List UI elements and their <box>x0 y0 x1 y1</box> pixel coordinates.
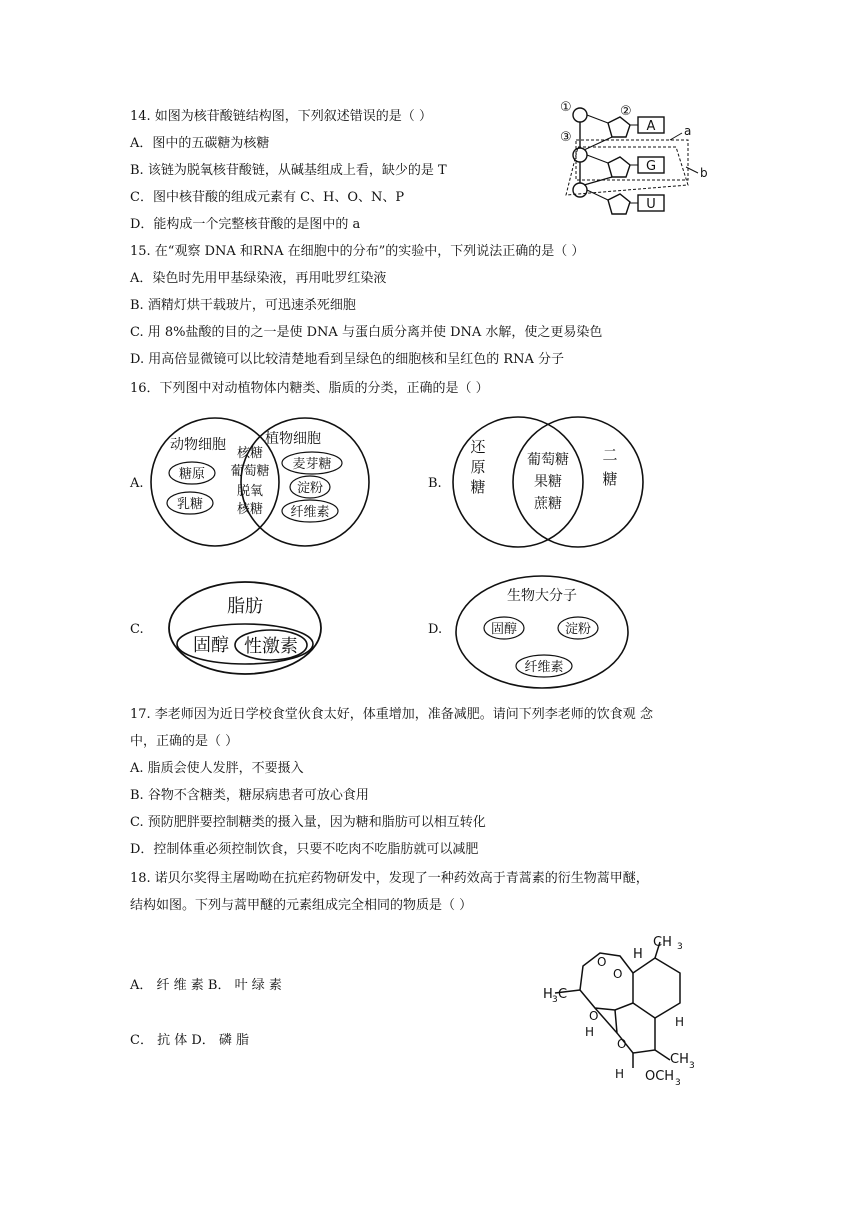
svg-text:脂肪: 脂肪 <box>227 596 263 617</box>
q15-stem: 15. 在“观察 DNA 和RNA 在细胞中的分布”的实验中，下列说法正确的是（ ） <box>130 244 585 259</box>
svg-text:淀粉: 淀粉 <box>564 622 592 637</box>
svg-text:糖: 糖 <box>470 478 486 496</box>
svg-text:U: U <box>646 197 656 212</box>
q14-stem: 14. 如图为核苷酸链结构图，下列叙述错误的是（ ） <box>130 109 432 124</box>
q16-label-b: B. <box>428 476 442 491</box>
q17-option-b: B. 谷物不含糖类，糖尿病患者可放心食用 <box>130 788 369 803</box>
svg-text:O: O <box>589 1009 599 1023</box>
svg-text:O: O <box>617 1037 627 1051</box>
q14-option-d: D．能构成一个完整核苷酸的是图中的 a <box>130 217 361 232</box>
svg-text:3: 3 <box>677 942 683 952</box>
svg-text:H: H <box>675 1015 685 1029</box>
q17-stem-line1: 17. 李老师因为近日学校食堂伙食太好，体重增加，准备减肥。请问下列李老师的饮食观 念 <box>130 707 653 722</box>
q16-label-d: D. <box>428 622 443 637</box>
artemether-structure <box>525 928 715 1093</box>
svg-text:糖原: 糖原 <box>178 467 206 482</box>
svg-text:H: H <box>585 1025 595 1039</box>
q17-option-d: D．控制体重必须控制饮食，只要不吃肉不吃脂肪就可以减肥 <box>130 842 479 857</box>
q15-option-d: D. 用高倍显微镜可以比较清楚地看到呈绿色的细胞核和呈红色的 RNA 分子 <box>130 352 565 367</box>
svg-text:性激素: 性激素 <box>244 636 298 657</box>
q14-option-b: B. 该链为脱氧核苷酸链，从碱基组成上看，缺少的是 T <box>130 163 447 178</box>
svg-text:CH: CH <box>653 935 672 950</box>
nucleotide-chain-figure <box>550 95 720 235</box>
svg-text:3: 3 <box>689 1061 695 1071</box>
q16-label-a: A. <box>130 476 144 491</box>
svg-text:果糖: 果糖 <box>534 474 562 490</box>
svg-text:固醇: 固醇 <box>490 622 518 637</box>
phosphate-circle-1 <box>573 108 587 122</box>
svg-text:②: ② <box>620 104 632 119</box>
svg-text:G: G <box>645 159 657 174</box>
svg-text:脱氧: 脱氧 <box>236 484 264 499</box>
svg-text:植物细胞: 植物细胞 <box>265 431 321 447</box>
svg-text:a: a <box>684 124 692 138</box>
svg-text:纤维素: 纤维素 <box>524 660 564 675</box>
svg-text:③: ③ <box>560 130 572 145</box>
q17-option-c: C. 预防肥胖要控制糖类的摄入量，因为糖和脂肪可以相互转化 <box>130 815 486 830</box>
svg-text:葡萄糖: 葡萄糖 <box>230 464 270 479</box>
q14-option-c: C．图中核苷酸的组成元素有 C、H、O、N、P <box>130 190 405 205</box>
svg-text:原: 原 <box>470 458 486 476</box>
svg-text:蔗糖: 蔗糖 <box>534 496 562 512</box>
svg-text:3: 3 <box>675 1078 681 1088</box>
svg-text:纤维素: 纤维素 <box>290 505 330 520</box>
svg-text:麦芽糖: 麦芽糖 <box>292 457 332 472</box>
svg-text:①: ① <box>560 100 572 115</box>
svg-text:生物大分子: 生物大分子 <box>507 588 577 604</box>
q18-options-line1: A． 纤 维 素 B． 叶 绿 素 <box>130 978 282 993</box>
q15-option-c: C. 用 8%盐酸的目的之一是使 DNA 与蛋白质分离并使 DNA 水解，使之更易染色 <box>130 325 603 340</box>
svg-text:A: A <box>646 119 656 134</box>
svg-text:O: O <box>597 955 607 969</box>
q17-option-a: A. 脂质会使人发胖，不要摄入 <box>130 761 304 776</box>
q18-options-line2: C． 抗 体 D． 磷 脂 <box>130 1033 250 1048</box>
svg-text:糖: 糖 <box>602 470 618 488</box>
svg-text:二: 二 <box>602 446 618 464</box>
svg-text:固醇: 固醇 <box>193 635 229 656</box>
svg-text:3: 3 <box>552 995 558 1005</box>
svg-text:葡萄糖: 葡萄糖 <box>527 452 569 468</box>
q15-option-a: A．染色时先用甲基绿染液，再用吡罗红染液 <box>130 271 387 286</box>
venn-figure-b <box>450 412 650 552</box>
svg-text:H: H <box>615 1067 625 1081</box>
svg-text:CH: CH <box>670 1052 689 1067</box>
svg-text:O: O <box>613 967 623 981</box>
svg-text:核糖: 核糖 <box>236 446 264 461</box>
sugar-pentagon-2 <box>587 155 630 177</box>
venn-figure-a <box>150 415 380 550</box>
svg-text:b: b <box>700 166 708 180</box>
svg-text:还: 还 <box>470 438 486 456</box>
svg-text:OCH: OCH <box>645 1069 675 1084</box>
svg-text:核糖: 核糖 <box>236 502 264 517</box>
svg-text:动物细胞: 动物细胞 <box>170 437 226 453</box>
svg-text:C: C <box>558 987 568 1002</box>
svg-text:淀粉: 淀粉 <box>296 481 324 496</box>
q18-stem-line1: 18. 诺贝尔奖得主屠呦呦在抗疟药物研发中，发现了一种药效高于青蒿素的衍生物蒿甲醚， <box>130 871 649 886</box>
sugar-pentagon-3 <box>587 190 630 214</box>
svg-text:乳糖: 乳糖 <box>176 497 204 512</box>
q17-stem-line2: 中，正确的是（ ） <box>130 734 239 749</box>
q18-stem-line2: 结构如图。下列与蒿甲醚的元素组成完全相同的物质是（ ） <box>130 898 473 913</box>
nested-figure-d <box>452 572 632 692</box>
svg-text:H: H <box>633 947 643 962</box>
q15-option-b: B. 酒精灯烘干载玻片，可迅速杀死细胞 <box>130 298 356 313</box>
nested-figure-c <box>165 578 325 678</box>
svg-text:H: H <box>543 987 553 1002</box>
q14-option-a: A．图中的五碳糖为核糖 <box>130 136 270 151</box>
q16-label-c: C. <box>130 622 144 637</box>
q16-stem: 16．下列图中对动植物体内糖类、脂质的分类，正确的是（ ） <box>130 381 489 396</box>
